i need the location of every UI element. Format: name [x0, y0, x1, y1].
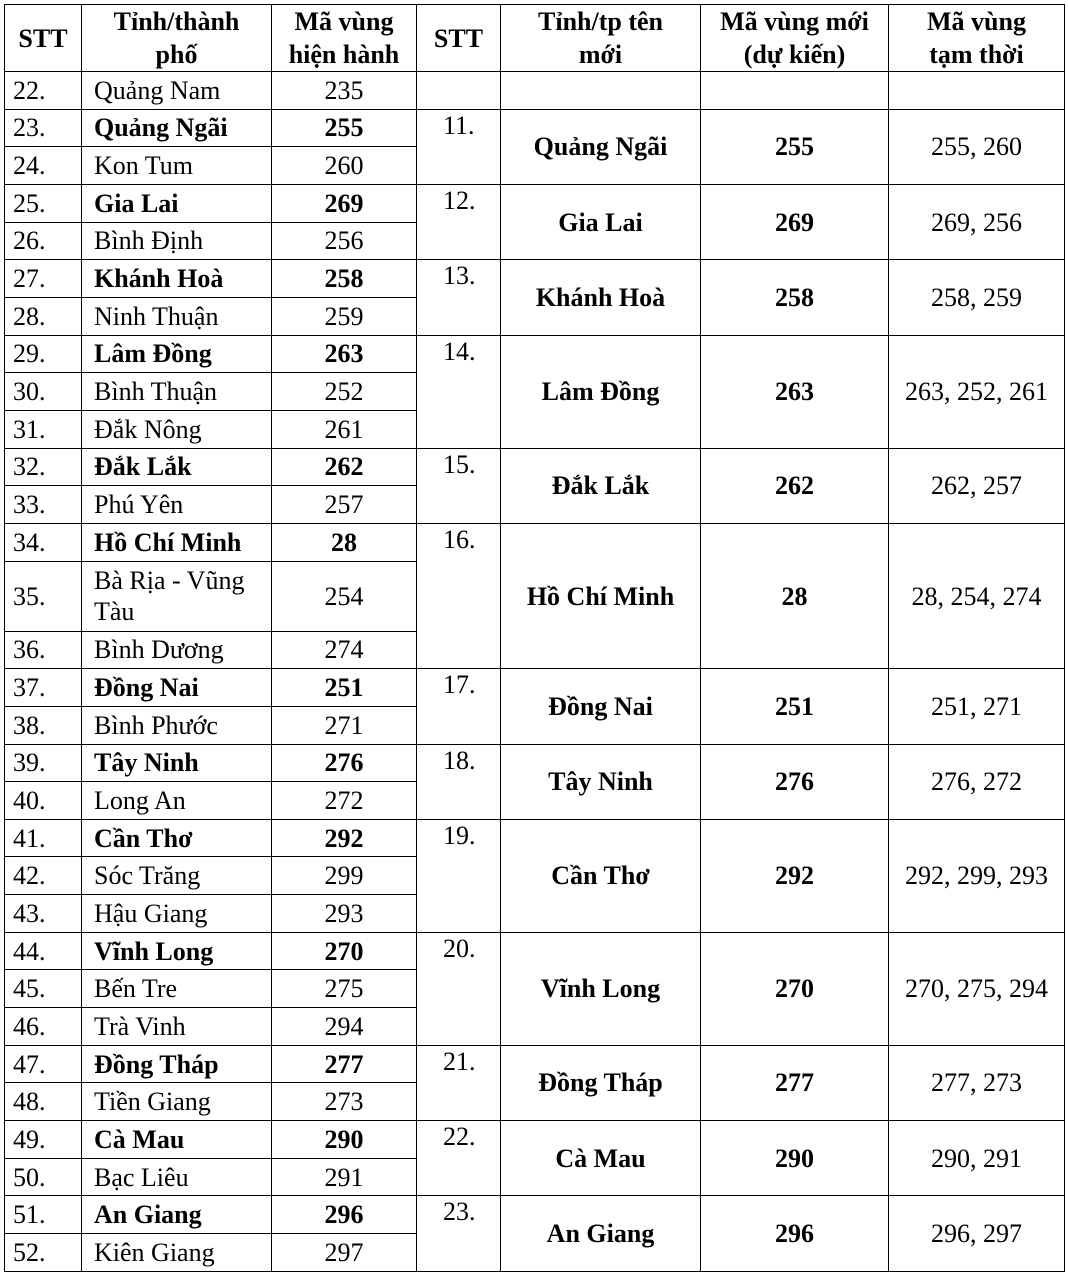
group-stt: 14. [417, 335, 501, 448]
row-province: Quảng Ngãi [82, 109, 272, 147]
group-new-code: 277 [701, 1045, 889, 1120]
table-row [5, 819, 1065, 857]
group-temp-code: 296, 297 [889, 1196, 1065, 1272]
row-stt: 27. [5, 260, 82, 298]
header-new-province: Tỉnh/tp tên mới [501, 5, 701, 72]
group-new-code: 263 [701, 335, 889, 448]
row-stt: 43. [5, 895, 82, 933]
row-stt: 34. [5, 523, 82, 561]
table-row [5, 523, 1065, 561]
row-current-code: 28 [272, 523, 417, 561]
row-stt: 45. [5, 970, 82, 1008]
group-temp-code: 276, 272 [889, 744, 1065, 819]
group-stt: 12. [417, 184, 501, 259]
row-stt: 38. [5, 706, 82, 744]
group-stt: 19. [417, 819, 501, 932]
row-stt: 52. [5, 1234, 82, 1272]
table-row [5, 1196, 1065, 1234]
group-province: An Giang [501, 1196, 701, 1272]
group-province: Quảng Ngãi [501, 109, 701, 184]
header-new-stt: STT [417, 5, 501, 72]
row-stt: 33. [5, 486, 82, 524]
group-new-code: 270 [701, 932, 889, 1045]
row-stt: 49. [5, 1121, 82, 1159]
row-province: Kon Tum [82, 147, 272, 185]
group-province: Tây Ninh [501, 744, 701, 819]
row-current-code: 263 [272, 335, 417, 373]
row-current-code: 270 [272, 932, 417, 970]
row-province: Bạc Liêu [82, 1158, 272, 1196]
group-stt: 16. [417, 523, 501, 668]
row-province: Tây Ninh [82, 744, 272, 782]
row-current-code: 235 [272, 72, 417, 110]
row-current-code: 291 [272, 1158, 417, 1196]
table-body [5, 72, 1065, 1272]
row-current-code: 251 [272, 669, 417, 707]
header-new-code: Mã vùng mới (dự kiến) [701, 5, 889, 72]
row-stt: 26. [5, 222, 82, 260]
group-province: Đồng Tháp [501, 1045, 701, 1120]
row-province: Quảng Nam [82, 72, 272, 110]
group-new-code: 251 [701, 669, 889, 744]
empty-cell [701, 72, 889, 110]
row-stt: 24. [5, 147, 82, 185]
row-current-code: 293 [272, 895, 417, 933]
table-row [5, 1045, 1065, 1083]
row-current-code: 252 [272, 373, 417, 411]
row-stt: 31. [5, 410, 82, 448]
table-row [5, 72, 1065, 110]
row-province: Vĩnh Long [82, 932, 272, 970]
row-province: Bình Dương [82, 631, 272, 669]
group-new-code: 296 [701, 1196, 889, 1272]
group-stt: 18. [417, 744, 501, 819]
group-stt: 22. [417, 1121, 501, 1196]
row-current-code: 276 [272, 744, 417, 782]
row-current-code: 296 [272, 1196, 417, 1234]
empty-cell [417, 72, 501, 110]
group-province: Cà Mau [501, 1121, 701, 1196]
row-current-code: 272 [272, 782, 417, 820]
row-province: Gia Lai [82, 184, 272, 222]
group-temp-code: 28, 254, 274 [889, 523, 1065, 668]
row-stt: 42. [5, 857, 82, 895]
table-row [5, 932, 1065, 970]
header-current-code: Mã vùng hiện hành [272, 5, 417, 72]
row-current-code: 277 [272, 1045, 417, 1083]
row-stt: 30. [5, 373, 82, 411]
row-stt: 50. [5, 1158, 82, 1196]
group-province: Khánh Hoà [501, 260, 701, 335]
row-province: Long An [82, 782, 272, 820]
table-row [5, 184, 1065, 222]
header-stt: STT [5, 5, 82, 72]
row-province: An Giang [82, 1196, 272, 1234]
table-row [5, 260, 1065, 298]
row-current-code: 290 [272, 1121, 417, 1159]
group-stt: 11. [417, 109, 501, 184]
group-province: Gia Lai [501, 184, 701, 259]
row-province: Bến Tre [82, 970, 272, 1008]
row-current-code: 258 [272, 260, 417, 298]
group-province: Đồng Nai [501, 669, 701, 744]
row-province: Hồ Chí Minh [82, 523, 272, 561]
row-stt: 32. [5, 448, 82, 486]
row-current-code: 274 [272, 631, 417, 669]
row-stt: 48. [5, 1083, 82, 1121]
row-province: Sóc Trăng [82, 857, 272, 895]
group-stt: 23. [417, 1196, 501, 1272]
group-province: Lâm Đồng [501, 335, 701, 448]
group-new-code: 28 [701, 523, 889, 668]
table-row [5, 109, 1065, 147]
row-stt: 36. [5, 631, 82, 669]
row-stt: 51. [5, 1196, 82, 1234]
row-province: Phú Yên [82, 486, 272, 524]
group-stt: 17. [417, 669, 501, 744]
row-current-code: 259 [272, 297, 417, 335]
row-province: Bình Thuận [82, 373, 272, 411]
group-new-code: 269 [701, 184, 889, 259]
row-current-code: 256 [272, 222, 417, 260]
row-stt: 28. [5, 297, 82, 335]
group-temp-code: 277, 273 [889, 1045, 1065, 1120]
group-new-code: 290 [701, 1121, 889, 1196]
row-stt: 25. [5, 184, 82, 222]
row-stt: 22. [5, 72, 82, 110]
row-province: Cần Thơ [82, 819, 272, 857]
group-temp-code: 251, 271 [889, 669, 1065, 744]
row-current-code: 271 [272, 706, 417, 744]
row-province: Kiên Giang [82, 1234, 272, 1272]
group-province: Đắk Lắk [501, 448, 701, 523]
header-temp-code: Mã vùng tạm thời [889, 5, 1065, 72]
row-stt: 23. [5, 109, 82, 147]
row-province: Bình Định [82, 222, 272, 260]
group-new-code: 258 [701, 260, 889, 335]
row-province: Ninh Thuận [82, 297, 272, 335]
row-stt: 39. [5, 744, 82, 782]
row-stt: 47. [5, 1045, 82, 1083]
table-row [5, 335, 1065, 373]
group-temp-code: 290, 291 [889, 1121, 1065, 1196]
row-province: Trà Vinh [82, 1008, 272, 1046]
row-stt: 44. [5, 932, 82, 970]
group-new-code: 292 [701, 819, 889, 932]
row-current-code: 275 [272, 970, 417, 1008]
row-stt: 29. [5, 335, 82, 373]
table-row [5, 669, 1065, 707]
group-new-code: 262 [701, 448, 889, 523]
group-new-code: 276 [701, 744, 889, 819]
group-province: Cần Thơ [501, 819, 701, 932]
row-stt: 35. [5, 561, 82, 631]
table-row [5, 744, 1065, 782]
row-current-code: 257 [272, 486, 417, 524]
area-code-table [4, 4, 1065, 1272]
row-current-code: 299 [272, 857, 417, 895]
group-stt: 20. [417, 932, 501, 1045]
group-province: Vĩnh Long [501, 932, 701, 1045]
row-current-code: 294 [272, 1008, 417, 1046]
group-temp-code: 258, 259 [889, 260, 1065, 335]
row-stt: 40. [5, 782, 82, 820]
group-temp-code: 262, 257 [889, 448, 1065, 523]
row-province: Hậu Giang [82, 895, 272, 933]
row-province: Đồng Nai [82, 669, 272, 707]
row-province: Lâm Đồng [82, 335, 272, 373]
group-temp-code: 270, 275, 294 [889, 932, 1065, 1045]
row-current-code: 262 [272, 448, 417, 486]
row-current-code: 292 [272, 819, 417, 857]
empty-cell [889, 72, 1065, 110]
row-current-code: 255 [272, 109, 417, 147]
group-temp-code: 263, 252, 261 [889, 335, 1065, 448]
row-province: Bình Phước [82, 706, 272, 744]
group-new-code: 255 [701, 109, 889, 184]
group-province: Hồ Chí Minh [501, 523, 701, 668]
group-temp-code: 269, 256 [889, 184, 1065, 259]
empty-cell [501, 72, 701, 110]
row-province: Bà Rịa - Vũng Tàu [82, 561, 272, 631]
row-current-code: 269 [272, 184, 417, 222]
group-stt: 15. [417, 448, 501, 523]
row-province: Đắk Lắk [82, 448, 272, 486]
row-current-code: 261 [272, 410, 417, 448]
row-current-code: 254 [272, 561, 417, 631]
row-stt: 46. [5, 1008, 82, 1046]
header-province: Tỉnh/thành phố [82, 5, 272, 72]
row-current-code: 273 [272, 1083, 417, 1121]
row-province: Tiền Giang [82, 1083, 272, 1121]
row-province: Khánh Hoà [82, 260, 272, 298]
group-temp-code: 255, 260 [889, 109, 1065, 184]
group-temp-code: 292, 299, 293 [889, 819, 1065, 932]
group-stt: 13. [417, 260, 501, 335]
row-province: Đồng Tháp [82, 1045, 272, 1083]
row-current-code: 297 [272, 1234, 417, 1272]
table-row [5, 1121, 1065, 1159]
row-stt: 41. [5, 819, 82, 857]
row-province: Cà Mau [82, 1121, 272, 1159]
header-row [5, 5, 1065, 72]
row-current-code: 260 [272, 147, 417, 185]
row-province: Đắk Nông [82, 410, 272, 448]
row-stt: 37. [5, 669, 82, 707]
table-row [5, 448, 1065, 486]
group-stt: 21. [417, 1045, 501, 1120]
